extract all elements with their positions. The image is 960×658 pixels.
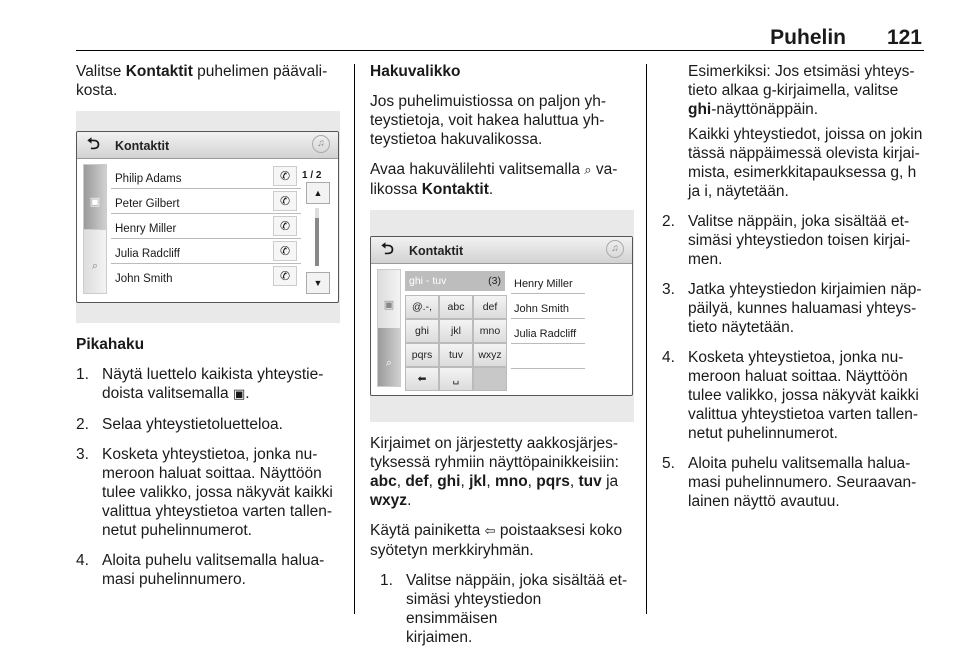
- result-row[interactable]: John Smith: [511, 294, 585, 319]
- list-item: 2. Valitse näppäin, joka sisältää et- simäsi yhteystiedon toisen kirjai- men.: [662, 213, 911, 268]
- list-item: 1. Valitse näppäin, joka sisältää et- simäsi yhteystiedon ensimmäisen kirjaimen.: [380, 572, 628, 646]
- quick-search-steps: [76, 365, 342, 589]
- phone-icon[interactable]: ✆: [273, 266, 297, 286]
- result-row[interactable]: Henry Miller: [511, 269, 585, 294]
- key-button[interactable]: ghi: [405, 319, 439, 343]
- search-tab-icon[interactable]: ⌕: [378, 328, 400, 386]
- chapter-title: Puhelin: [770, 26, 846, 49]
- result-count: (3): [488, 275, 501, 287]
- music-note-icon[interactable]: ♫: [312, 135, 330, 153]
- scroll-down-icon[interactable]: ▼: [306, 272, 330, 294]
- paragraph: Kaikki yhteystiedot, joissa on jokin tässä näppäimessä olevista kirjai- mista, esimerkkitapauksessa g, h ja i, näytetään.: [688, 126, 923, 200]
- page-header: [76, 26, 924, 51]
- list-item: 3. Jatka yhteystiedon kirjaimien näp- päilyä, kunnes haluamasi yhteys- tieto näytetään.: [662, 281, 922, 336]
- scroll-up-icon[interactable]: ▲: [306, 182, 330, 204]
- screen-titlebar: [77, 132, 338, 159]
- screen-sidebar: [83, 164, 107, 294]
- scrollbar[interactable]: [302, 166, 330, 294]
- search-field[interactable]: [405, 271, 505, 291]
- phone-icon[interactable]: ✆: [273, 191, 297, 211]
- result-row[interactable]: Julia Radcliff: [511, 319, 585, 344]
- list-item: 4. Aloita puhelu valitsemalla halua- masi puhelinnumero.: [76, 552, 325, 588]
- letter-groups: abc, def, ghi, jkl, mno, pqrs, tuv ja wxyz.: [370, 473, 619, 509]
- space-key-icon[interactable]: ␣: [439, 367, 473, 391]
- contacts-screenshot: [76, 111, 340, 323]
- contacts-screen: [76, 131, 339, 303]
- key-button[interactable]: jkl: [439, 319, 473, 343]
- music-note-icon[interactable]: ♫: [606, 240, 624, 258]
- search-icon: ⌕: [584, 163, 592, 178]
- scroll-thumb[interactable]: [315, 218, 319, 266]
- back-arrow-icon[interactable]: ⮌: [381, 241, 394, 258]
- list-item: 1. Näytä luettelo kaikista yhteystie- doista valitsemalla ▣.: [76, 366, 324, 402]
- empty-key: [473, 367, 507, 391]
- scroll-track[interactable]: [315, 208, 319, 266]
- search-menu-heading: Hakuvalikko: [370, 63, 461, 80]
- key-button[interactable]: mno: [473, 319, 507, 343]
- paragraph: Kirjaimet on järjestetty aakkosjärjes- tyksessä ryhmiin näyttöpainikkeisiin:: [370, 435, 619, 471]
- list-item: 4. Kosketa yhteystietoa, jonka nu- meroon haluat soittaa. Näyttöön tulee valikko, jossa näkyvät kaikki valittua yhteystietoa varten tallen- netut puhelinnumerot.: [662, 349, 919, 442]
- contact-row[interactable]: Julia Radcliff ✆: [111, 239, 301, 264]
- phone-icon[interactable]: ✆: [273, 241, 297, 261]
- contacts-tab-icon[interactable]: ▣: [378, 270, 400, 329]
- contact-row[interactable]: Peter Gilbert ✆: [111, 189, 301, 214]
- search-tab-icon[interactable]: ⌕: [91, 260, 99, 272]
- phone-icon[interactable]: ✆: [273, 166, 297, 186]
- key-button[interactable]: wxyz: [473, 343, 507, 367]
- backspace-icon: ⇦: [484, 524, 496, 539]
- contact-row[interactable]: John Smith ✆: [111, 264, 301, 288]
- search-screenshot: [370, 210, 634, 422]
- quick-search-heading: Pikahaku: [76, 336, 145, 353]
- intro-paragraph: Valitse Kontaktit puhelimen päävali- kosta.: [76, 63, 328, 99]
- page-number: 121: [886, 26, 922, 49]
- column-2: [370, 62, 636, 658]
- phone-icon[interactable]: ✆: [273, 216, 297, 236]
- column-1: [76, 62, 342, 600]
- screen-title: Kontaktit: [409, 244, 464, 258]
- paragraph: Esimerkiksi: Jos etsimäsi yhteys- tieto alkaa g-kirjaimella, valitse ghi-näyttönäppäin.: [688, 63, 915, 118]
- page-indicator: 1 / 2: [302, 170, 322, 181]
- backspace-arrow-icon[interactable]: ⬅: [405, 367, 439, 391]
- result-row: [511, 344, 585, 369]
- key-button[interactable]: def: [473, 295, 507, 319]
- contacts-tab-icon: ▣: [232, 387, 246, 402]
- contact-row[interactable]: Philip Adams ✆: [111, 164, 301, 189]
- column-divider: [646, 64, 647, 614]
- search-steps: [370, 571, 636, 647]
- paragraph: Käytä painiketta ⇦ poistaaksesi koko syötetyn merkkiryhmän.: [370, 522, 623, 559]
- screen-titlebar: [371, 237, 632, 264]
- list-item: 3. Kosketa yhteystietoa, jonka nu- meroon haluat soittaa. Näyttöön tulee valikko, jossa näkyvät kaikki valittua yhteystietoa varten tallen- netut puhelinnumerot.: [76, 446, 333, 539]
- search-steps-continued: [662, 212, 928, 511]
- column-divider: [354, 64, 355, 614]
- contacts-tab-icon[interactable]: ▣: [84, 165, 106, 230]
- back-arrow-icon[interactable]: ⮌: [87, 136, 100, 153]
- column-3: [662, 62, 928, 522]
- key-button[interactable]: abc: [439, 295, 473, 319]
- screen-title: Kontaktit: [115, 139, 170, 153]
- list-item: 2. Selaa yhteystietoluetteloa.: [76, 416, 283, 433]
- key-button[interactable]: @.-,: [405, 295, 439, 319]
- search-query: ghi - tuv: [409, 275, 447, 287]
- key-button[interactable]: pqrs: [405, 343, 439, 367]
- search-screen: [370, 236, 633, 396]
- list-item: 5. Aloita puhelu valitsemalla halua- masi puhelinnumero. Seuraavan- lainen näyttö avautuu.: [662, 455, 917, 510]
- contact-row[interactable]: Henry Miller ✆: [111, 214, 301, 239]
- paragraph: Avaa hakuvälilehti valitsemalla ⌕ va- likossa Kontaktit.: [370, 161, 618, 198]
- screen-sidebar: [377, 269, 401, 387]
- paragraph: Jos puhelimuistiossa on paljon yh- teystietoja, voit hakea haluttua yh- teystietoa hakuvalikossa.: [370, 93, 607, 148]
- key-button[interactable]: tuv: [439, 343, 473, 367]
